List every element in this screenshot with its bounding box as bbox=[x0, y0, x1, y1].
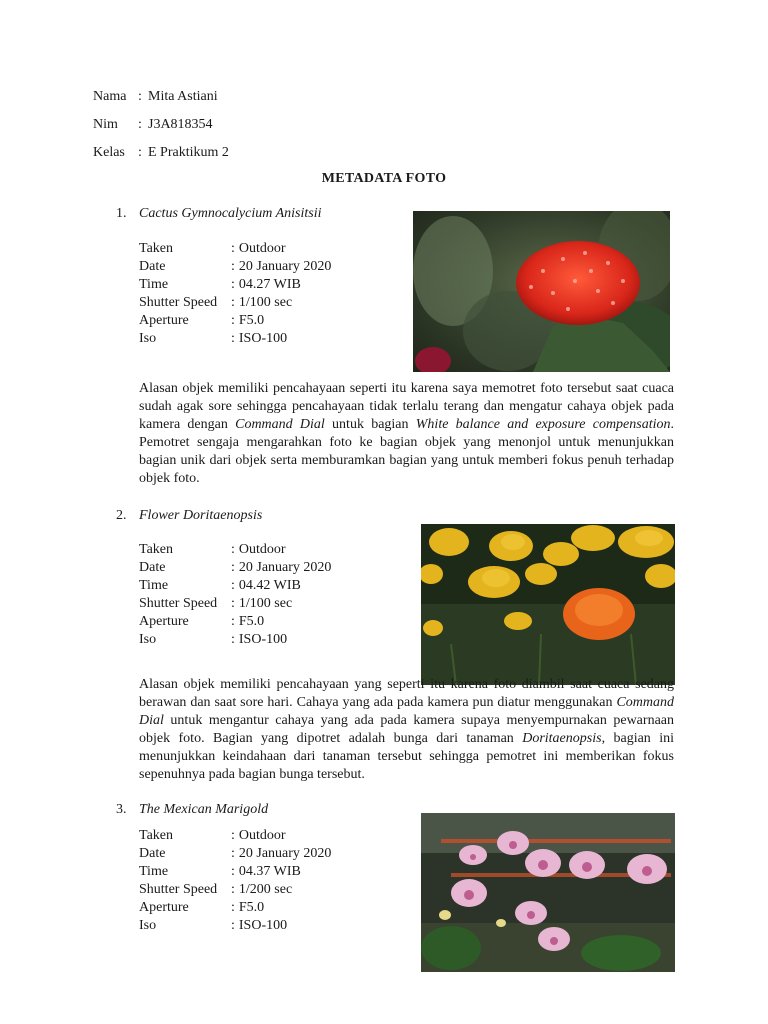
metadata-label: Shutter Speed bbox=[139, 295, 218, 310]
metadata-list bbox=[139, 827, 331, 935]
italic-term: Command Dial bbox=[235, 417, 325, 432]
metadata-row bbox=[139, 577, 331, 595]
metadata-value: F5.0 bbox=[238, 313, 265, 328]
italic-term: Doritaenopsis bbox=[522, 731, 602, 746]
header-value: Mita Astiani bbox=[148, 89, 218, 104]
metadata-separator: : bbox=[231, 560, 235, 575]
header-name-row bbox=[93, 88, 218, 106]
metadata-row bbox=[139, 881, 331, 899]
metadata-row bbox=[139, 613, 331, 631]
metadata-value: Outdoor bbox=[238, 828, 286, 843]
metadata-separator: : bbox=[231, 578, 235, 593]
metadata-label: Date bbox=[139, 846, 166, 861]
metadata-row bbox=[139, 631, 331, 649]
metadata-separator: : bbox=[231, 259, 235, 274]
metadata-separator: : bbox=[231, 900, 235, 915]
header-label: Nama bbox=[93, 89, 127, 104]
metadata-separator: : bbox=[231, 277, 235, 292]
metadata-separator: : bbox=[231, 241, 235, 256]
metadata-list bbox=[139, 240, 331, 348]
metadata-row bbox=[139, 276, 331, 294]
metadata-separator: : bbox=[231, 846, 235, 861]
metadata-label: Time bbox=[139, 277, 169, 292]
metadata-value: 04.27 WIB bbox=[238, 277, 301, 292]
metadata-row bbox=[139, 294, 331, 312]
metadata-list bbox=[139, 541, 331, 649]
metadata-separator: : bbox=[231, 882, 235, 897]
header-value: J3A818354 bbox=[148, 117, 213, 132]
paragraph-text: Alasan objek memiliki pencahayaan seperti itu karena saya memotret foto tersebut saat cuaca sudah agak sore sehingga pencahayaan tidak terlalu terang dan mengatur cahaya objek pada kamera dengan bbox=[139, 381, 674, 432]
metadata-label: Aperture bbox=[139, 900, 189, 915]
marigold-photo bbox=[421, 524, 675, 685]
item-title: The Mexican Marigold bbox=[139, 802, 269, 817]
metadata-separator: : bbox=[231, 864, 235, 879]
metadata-label: Iso bbox=[139, 331, 157, 346]
description-paragraph bbox=[139, 380, 674, 488]
metadata-label: Time bbox=[139, 864, 169, 879]
description-paragraph bbox=[139, 676, 674, 784]
metadata-label: Date bbox=[139, 259, 166, 274]
orchid-photo bbox=[421, 813, 675, 972]
metadata-separator: : bbox=[231, 313, 235, 328]
metadata-separator: : bbox=[231, 331, 235, 346]
metadata-separator: : bbox=[231, 542, 235, 557]
metadata-label: Aperture bbox=[139, 614, 189, 629]
metadata-value: 20 January 2020 bbox=[238, 846, 332, 861]
metadata-row bbox=[139, 312, 331, 330]
metadata-row bbox=[139, 845, 331, 863]
paragraph-text: untuk bagian bbox=[324, 417, 416, 432]
metadata-value: 1/200 sec bbox=[238, 882, 293, 897]
metadata-value: ISO-100 bbox=[238, 632, 288, 647]
item-number: 3. bbox=[116, 802, 127, 817]
metadata-separator: : bbox=[231, 632, 235, 647]
metadata-separator: : bbox=[231, 614, 235, 629]
metadata-value: ISO-100 bbox=[238, 331, 288, 346]
metadata-label: Taken bbox=[139, 542, 174, 557]
metadata-value: Outdoor bbox=[238, 241, 286, 256]
metadata-separator: : bbox=[231, 918, 235, 933]
header-kelas-row bbox=[93, 144, 229, 162]
metadata-value: 20 January 2020 bbox=[238, 560, 332, 575]
metadata-value: 1/100 sec bbox=[238, 596, 293, 611]
header-separator: : bbox=[138, 89, 142, 104]
metadata-value: Outdoor bbox=[238, 542, 286, 557]
item-number: 2. bbox=[116, 508, 127, 523]
metadata-value: F5.0 bbox=[238, 900, 265, 915]
header-label: Kelas bbox=[93, 145, 125, 160]
header-nim-row bbox=[93, 116, 213, 134]
metadata-value: 04.37 WIB bbox=[238, 864, 301, 879]
header-label: Nim bbox=[93, 117, 118, 132]
italic-term: White balance and exposure compensation bbox=[415, 417, 671, 432]
metadata-label: Taken bbox=[139, 241, 174, 256]
header-separator: : bbox=[138, 117, 142, 132]
item-title: Flower Doritaenopsis bbox=[139, 508, 263, 523]
metadata-label: Taken bbox=[139, 828, 174, 843]
paragraph-text: , bagian ini menunjukkan keindahaan dari tanaman tersebut sehingga pemotret ini memberikan fokus sepenuhnya pada bagian bunga tersebut. bbox=[139, 731, 674, 782]
metadata-value: ISO-100 bbox=[238, 918, 288, 933]
metadata-row bbox=[139, 559, 331, 577]
metadata-row bbox=[139, 917, 331, 935]
item-number: 1. bbox=[116, 206, 127, 221]
metadata-value: F5.0 bbox=[238, 614, 265, 629]
page-title: METADATA FOTO bbox=[321, 171, 447, 186]
metadata-label: Shutter Speed bbox=[139, 596, 218, 611]
metadata-row bbox=[139, 330, 331, 348]
metadata-label: Time bbox=[139, 578, 169, 593]
metadata-row bbox=[139, 541, 331, 559]
metadata-label: Iso bbox=[139, 632, 157, 647]
metadata-label: Shutter Speed bbox=[139, 882, 218, 897]
header-separator: : bbox=[138, 145, 142, 160]
metadata-label: Aperture bbox=[139, 313, 189, 328]
metadata-value: 1/100 sec bbox=[238, 295, 293, 310]
metadata-row bbox=[139, 827, 331, 845]
metadata-row bbox=[139, 258, 331, 276]
metadata-value: 04.42 WIB bbox=[238, 578, 301, 593]
item-title: Cactus Gymnocalycium Anisitsii bbox=[139, 206, 322, 221]
metadata-label: Iso bbox=[139, 918, 157, 933]
metadata-row bbox=[139, 863, 331, 881]
metadata-separator: : bbox=[231, 596, 235, 611]
metadata-value: 20 January 2020 bbox=[238, 259, 332, 274]
metadata-row bbox=[139, 899, 331, 917]
header-value: E Praktikum 2 bbox=[148, 145, 229, 160]
metadata-row bbox=[139, 240, 331, 258]
paragraph-text: . Pemotret sengaja mengarahkan foto ke bagian objek yang menonjol untuk menunjukkan bagian unik dari objek serta memburamkan bagian yang untuk memberi fokus penuh terhadap objek foto. bbox=[139, 417, 674, 486]
metadata-separator: : bbox=[231, 295, 235, 310]
metadata-row bbox=[139, 595, 331, 613]
metadata-separator: : bbox=[231, 828, 235, 843]
metadata-label: Date bbox=[139, 560, 166, 575]
italic-term: Command Dial bbox=[139, 695, 674, 728]
paragraph-text: Alasan objek memiliki pencahayaan yang seperti itu karena foto diambil saat cuaca sedang berawan dan saat sore hari. Cahaya yang ada pada kamera pun diatur menggunakan bbox=[139, 677, 674, 710]
cactus-photo bbox=[413, 211, 670, 372]
paragraph-text: untuk mengantur cahaya yang ada pada kamera supaya menyempurnakan pewarnaan objek foto. Bagian yang dipotret adalah bunga dari tanaman bbox=[139, 713, 674, 746]
